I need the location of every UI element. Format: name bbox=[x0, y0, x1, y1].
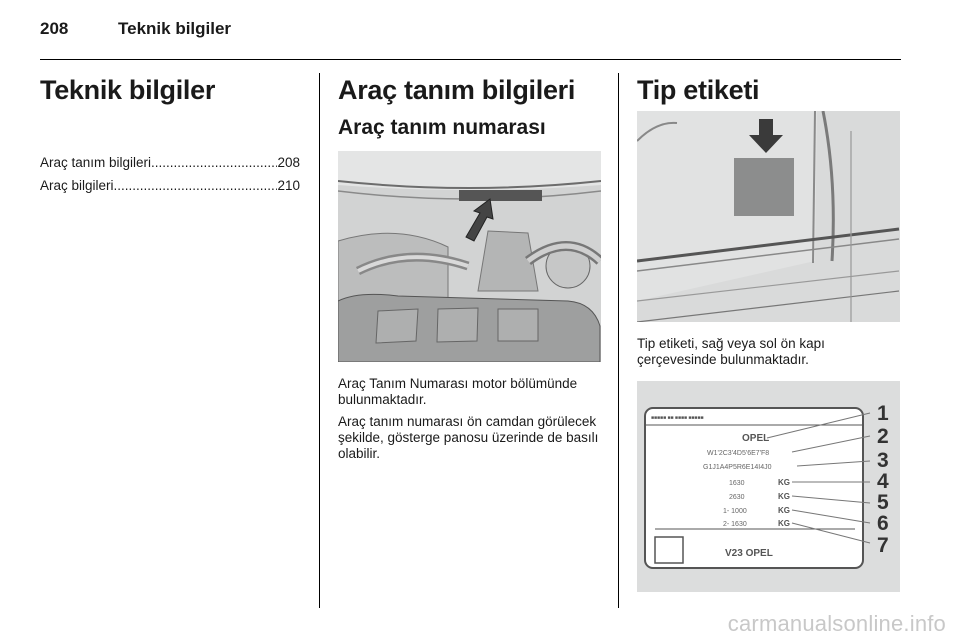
plate-bottom-code: V23 OPEL bbox=[725, 548, 773, 559]
callout-number: 7 bbox=[877, 534, 889, 557]
table-of-contents bbox=[40, 151, 300, 197]
paragraph: Araç tanım numarası ön camdan görülecek şekilde, gösterge panosu üzerinde de basılı olabilir. bbox=[338, 414, 599, 461]
plate-unit: KG bbox=[778, 492, 790, 501]
door-frame-figure bbox=[637, 111, 900, 322]
engine-bay-figure bbox=[338, 151, 601, 362]
engine-bay-illustration bbox=[338, 151, 601, 362]
vin-plate bbox=[459, 190, 542, 201]
plate-unit: KG bbox=[778, 478, 790, 487]
type-plate-diagram bbox=[637, 381, 900, 592]
running-header-title: Teknik bilgiler bbox=[118, 19, 232, 38]
toc-entry[interactable] bbox=[40, 151, 300, 174]
door-frame-illustration bbox=[637, 111, 900, 322]
paragraph: Tip etiketi, sağ veya sol ön kapı çerçevesinde bulunmaktadır. bbox=[637, 336, 825, 367]
paragraph: Araç Tanım Numarası motor bölümünde bulunmaktadır. bbox=[338, 376, 578, 407]
page-number: 208 bbox=[40, 19, 69, 38]
toc-entry-page: 210 bbox=[277, 178, 300, 193]
vin-description bbox=[338, 376, 601, 468]
callout-number: 4 bbox=[877, 470, 889, 493]
section-title: Araç tanım bilgileri bbox=[338, 75, 576, 105]
plate-weight: 1630 bbox=[729, 480, 745, 487]
plate-code-2: G1J1A4P5R6E14I4J0 bbox=[703, 464, 772, 471]
toc-entry-label: Araç tanım bilgileri bbox=[40, 155, 152, 170]
toc-entry-label: Araç bilgileri bbox=[40, 178, 114, 193]
plate-brand: OPEL bbox=[742, 433, 770, 444]
svg-text:■■■■■ ■■ ■■■■ ■■■■■: ■■■■■ ■■ ■■■■ ■■■■■ bbox=[651, 415, 704, 421]
watermark: carmanualsonline.info bbox=[727, 611, 946, 636]
toc-leader-dots bbox=[151, 151, 277, 174]
subsection-title: Araç tanım numarası bbox=[338, 116, 546, 139]
plate-weight: 2- 1630 bbox=[723, 521, 747, 528]
toc-entry-page: 208 bbox=[277, 155, 300, 170]
plate-unit: KG bbox=[778, 506, 790, 515]
plate-code-1: W1'2C3'4D5'6E7'F8 bbox=[707, 450, 770, 457]
header-rule bbox=[40, 59, 901, 60]
plate-weight: 1- 1000 bbox=[723, 508, 747, 515]
section-title: Tip etiketi bbox=[637, 75, 760, 105]
chapter-title: Teknik bilgiler bbox=[40, 75, 216, 105]
callout-number: 1 bbox=[877, 402, 889, 425]
toc-entry[interactable] bbox=[40, 174, 300, 197]
callout-number: 3 bbox=[877, 449, 889, 472]
type-label-description bbox=[637, 336, 900, 374]
column-divider-left bbox=[319, 73, 320, 608]
callout-number: 5 bbox=[877, 491, 889, 514]
callout-number: 2 bbox=[877, 425, 889, 448]
column-divider-right bbox=[618, 73, 619, 608]
plate-unit: KG bbox=[778, 519, 790, 528]
type-label-plate bbox=[734, 158, 794, 216]
type-plate-figure bbox=[637, 381, 900, 592]
toc-leader-dots bbox=[114, 174, 278, 197]
plate-weight: 2630 bbox=[729, 494, 745, 501]
type-plate bbox=[645, 408, 863, 568]
callout-number: 6 bbox=[877, 512, 889, 535]
